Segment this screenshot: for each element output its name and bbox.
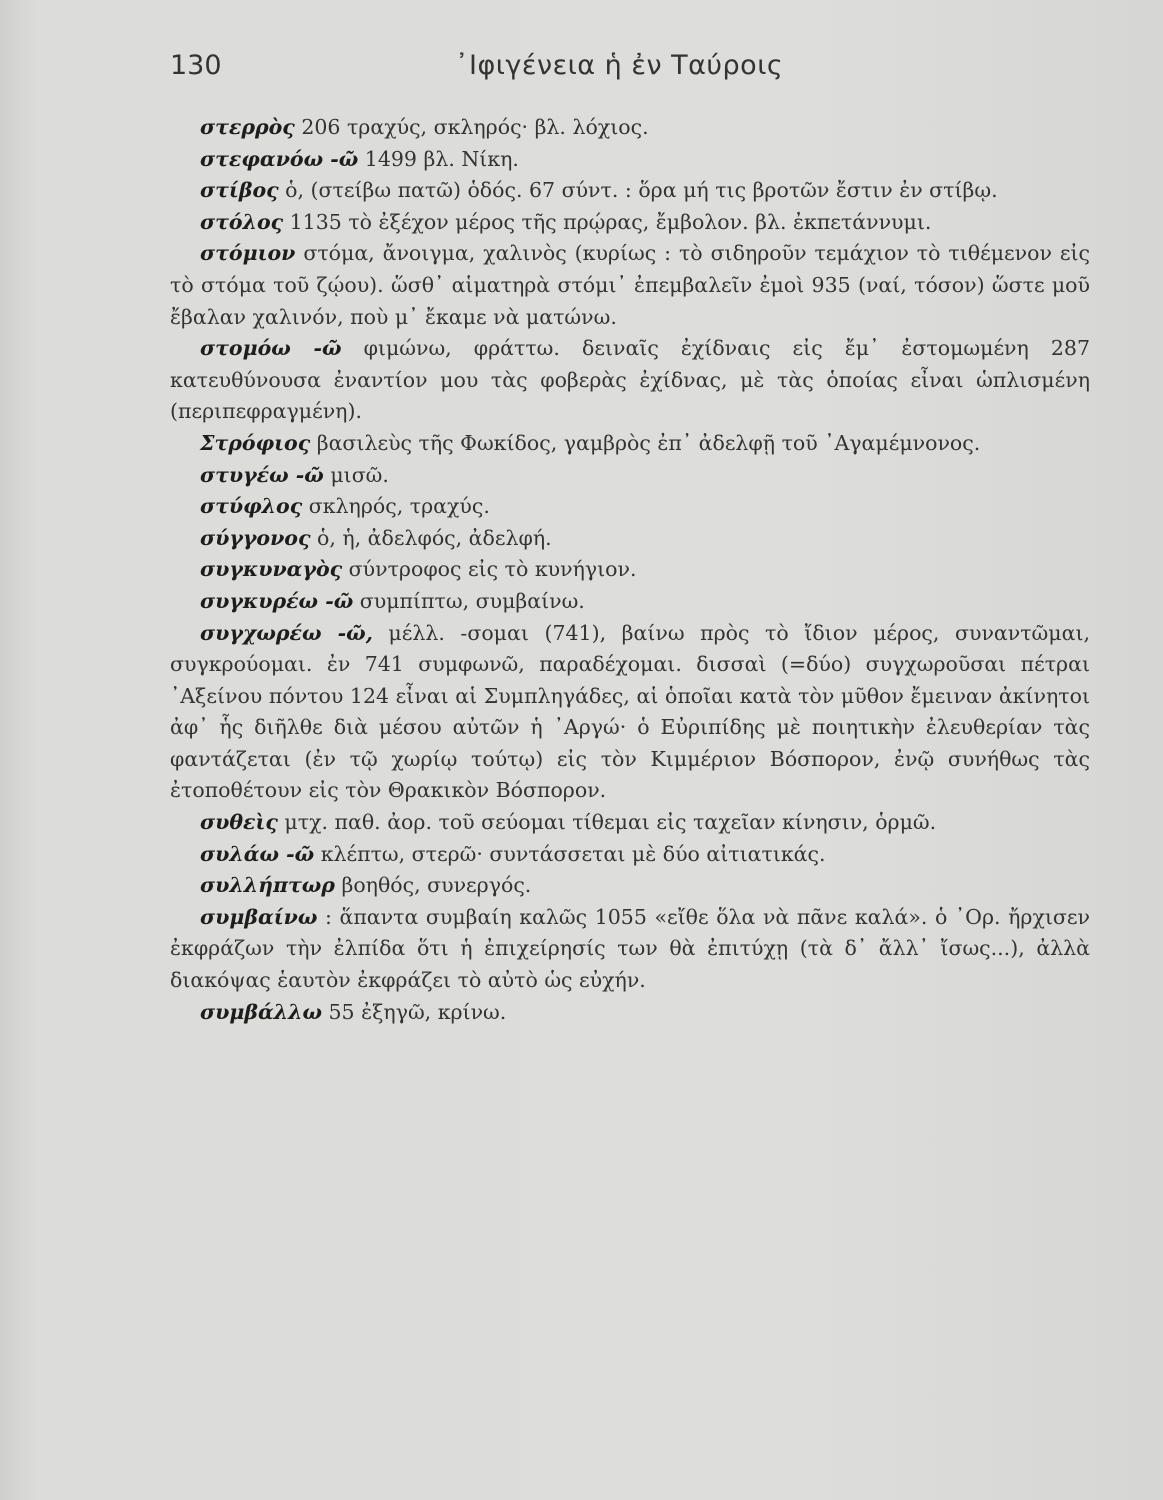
entry-headword: στομόω -ῶ [200,336,342,361]
glossary-entry [170,144,1090,176]
glossary-entry [170,333,1090,428]
entry-headword: συθεὶς [200,810,278,835]
glossary-entry [170,839,1090,871]
entry-text: σκληρός, τραχύς. [302,494,490,519]
glossary-entry [170,902,1090,997]
page-number: 130 [170,50,222,81]
entry-text: κλέπτω, στερῶ· συντάσσεται μὲ δύο αἰτιατικάς. [314,841,826,866]
entry-headword: συμβαίνω [200,904,318,929]
entry-text: 206 τραχύς, σκληρός· βλ. λόχιος. [294,115,649,139]
glossary-entry [170,207,1090,239]
glossary-entry [170,460,1090,492]
entry-headword: συγκυναγὸς [200,557,343,582]
entry-text: βοηθός, συνεργός. [334,873,532,898]
glossary-entry [170,112,1090,144]
glossary-entry [170,618,1090,808]
entry-headword: σύγγονος [200,525,311,550]
entry-text: συμπίπτω, συμβαίνω. [353,588,585,613]
entry-text: φιμώνω, φράττω. δειναῖς ἐχίδναις εἰς ἔμ᾿ ἐστομωμένη 287 κατευθύνουσα ἐναντίον μου τὰς φοβερὰς ἐχίδνας, μὲ τὰς ὁποίας εἶναι ὡπλισμένη (περιπεφραγμένη). [170,336,1090,424]
entry-text: : ἅπαντα συμβαίη καλῶς 1055 «εἴθε ὅλα νὰ πᾶνε καλά». ὁ ᾿Ορ. ἤρχισεν ἐκφράζων τὴν ἐλπίδα ὅτι ἡ ἐπιχείρησίς των θὰ ἐπιτύχῃ (τὰ δ᾿ ἄλλ᾿ ἴσως...), ἀλλὰ διακόψας ἑαυτὸν ἐκφράζει τὸ αὐτὸ ὡς εὐχήν. [170,904,1090,993]
entry-headword: στερρὸς [200,115,295,139]
glossary-entry [170,428,1090,460]
entry-text: 55 ἐξηγῶ, κρίνω. [322,999,507,1024]
glossary-entries [170,112,1090,1028]
entry-headword: Στρόφιος [200,430,311,455]
glossary-entry [170,586,1090,618]
glossary-entry [170,175,1090,207]
glossary-entry [170,491,1090,523]
entry-text: βασιλεὺς τῆς Φωκίδος, γαμβρὸς ἐπ᾿ ἀδελφῇ τοῦ ᾿Αγαμέμνονος. [310,430,981,455]
entry-text: σύντροφος εἰς τὸ κυνήγιον. [342,557,637,582]
page-header [170,50,1090,96]
entry-text: ὁ, ἡ, ἀδελφός, ἀδελφή. [310,525,552,550]
entry-text: μτχ. παθ. ἀορ. τοῦ σεύομαι τίθεμαι εἰς ταχεῖαν κίνησιν, ὁρμῶ. [277,810,937,835]
glossary-entry [170,870,1090,902]
entry-text: 1499 βλ. Νίκη. [358,146,519,171]
glossary-entry [170,807,1090,839]
entry-headword: στύφλος [200,494,303,519]
entry-headword: συλάω -ῶ [200,841,315,866]
entry-text: στόμα, ἄνοιγμα, χαλινὸς (κυρίως : τὸ σιδηροῦν τεμάχιον τὸ τιθέμενον εἰς τὸ στόμα τοῦ ζῴου). ὥσθ᾿ αἱματηρὰ στόμι᾿ ἐπεμβαλεῖν ἐμοὶ 935 (ναί, τόσον) ὥστε μοῦ ἔβαλαν χαλινόν, ποὺ μ᾿ ἔκαμε νὰ ματώνω. [170,241,1090,329]
entry-headword: στεφανόω -ῶ [200,146,359,171]
entry-headword: συμβάλλω [200,999,322,1024]
entry-text: ὁ, (στείβω πατῶ) ὁδός. 67 σύντ. : ὅρα μή τις βροτῶν ἔστιν ἐν στίβῳ. [278,178,998,203]
glossary-entry [170,997,1090,1029]
entry-text: μισῶ. [323,462,389,487]
glossary-entry [170,523,1090,555]
running-title: ᾿Ιφιγένεια ἡ ἐν Ταύροις [455,50,784,81]
entry-headword: στίβος [200,178,279,203]
entry-headword: στόλος [200,209,284,234]
entry-text: μέλλ. -σομαι (741), βαίνω πρὸς τὸ ἴδιον μέρος, συναντῶμαι, συγκρούομαι. ἐν 741 συμφωνῶ, παραδέχομαι. δισσαὶ (=δύο) συγχωροῦσαι πέτραι ᾿Αξείνου πόντου 124 εἶναι αἱ Συμπληγάδες, αἱ ὁποῖαι κατὰ τὸν μῦθον ἔμειναν ἀκίνητοι ἀφ᾿ ἧς διῆλθε διὰ μέσου αὐτῶν ἡ ᾿Αργώ· ὁ Εὐριπίδης μὲ ποιητικὴν ἐλευθερίαν τὰς φαντάζεται (ἐν τῷ χωρίῳ τούτῳ) εἰς τὸν Κιμμέριον Βόσπορον, ἐνῷ συνήθως τὰς ἐτοποθέτουν εἰς τὸν Θρακικὸν Βόσπορον. [170,620,1090,803]
entry-headword: στόμιον [200,241,296,266]
entry-headword: στυγέω -ῶ [200,462,324,487]
entry-text: 1135 τὸ ἐξέχον μέρος τῆς πρῴρας, ἔμβολον. βλ. ἐκπετάννυμι. [283,209,932,234]
glossary-entry [170,238,1090,333]
entry-headword: συλλήπτωρ [200,873,335,898]
glossary-entry [170,554,1090,586]
entry-headword: συγκυρέω -ῶ [200,588,354,613]
entry-headword: συγχωρέω -ῶ, [200,620,373,645]
